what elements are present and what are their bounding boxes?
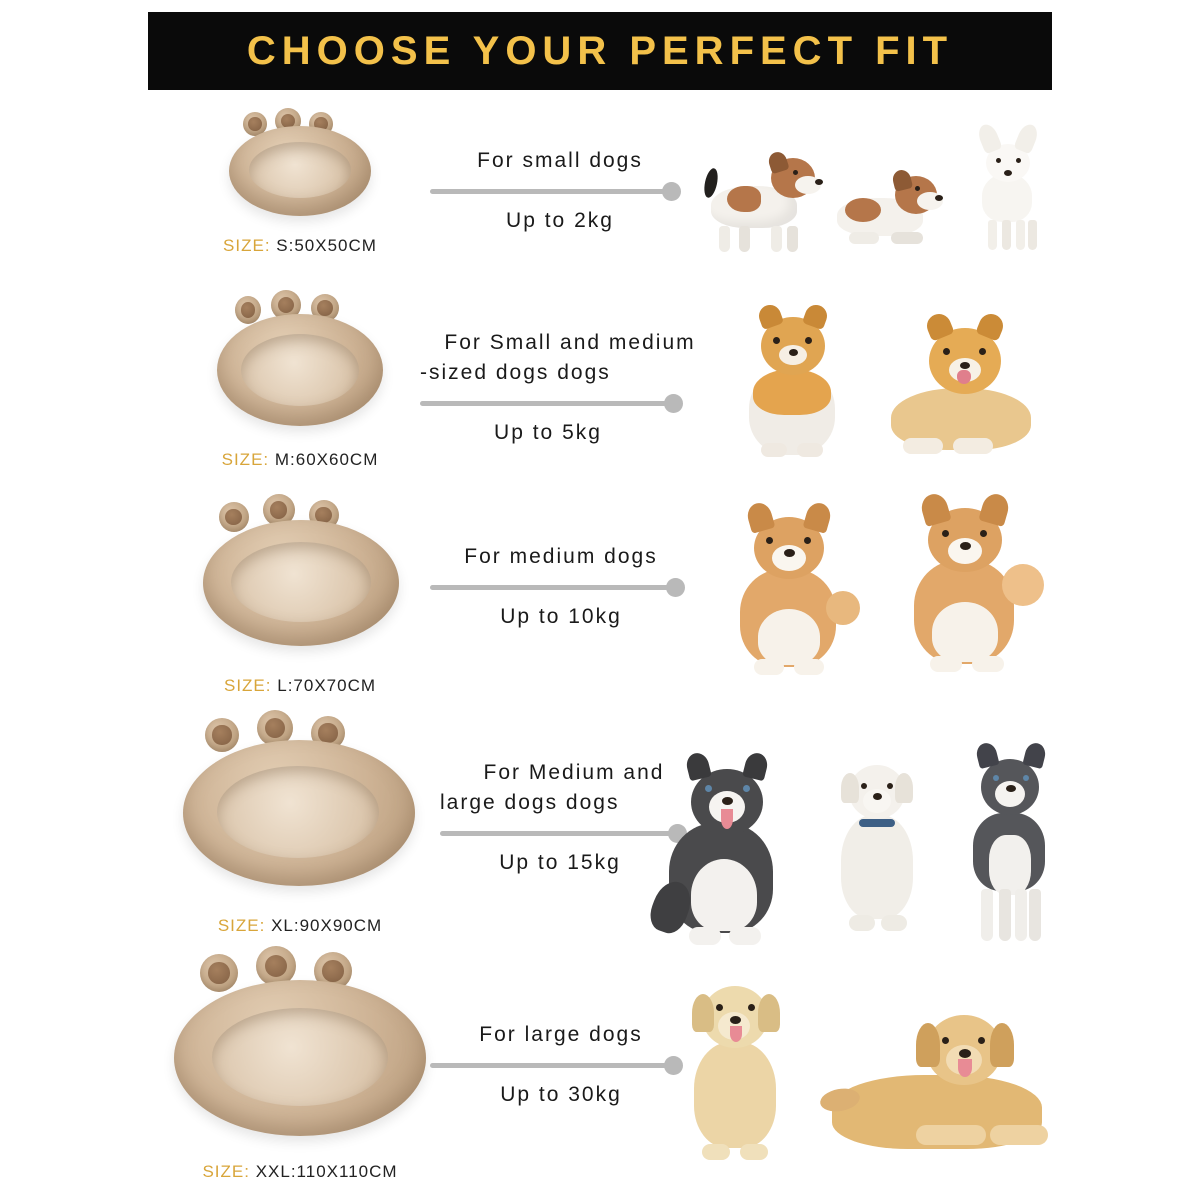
golden-retriever-sitting (815, 739, 935, 954)
size-row-s (0, 112, 1200, 292)
size-prefix: SIZE: (217, 916, 266, 935)
connector-line (430, 576, 692, 598)
size-prefix: SIZE: (223, 236, 271, 255)
info-line: For medium dogs (464, 545, 658, 568)
connector-line (430, 1054, 692, 1076)
husky-standing (949, 739, 1069, 954)
dog-photos-l (700, 494, 1060, 684)
header-banner (148, 12, 1052, 90)
size-row-m (0, 292, 1200, 492)
info-line: For Small and medium (444, 331, 696, 354)
info-weight: Up to 30kg (500, 1083, 622, 1106)
dog-bed-xxlarge (160, 950, 440, 1140)
size-prefix: SIZE: (221, 450, 270, 469)
bed-inner (231, 542, 371, 622)
size-value: L:70X70CM (277, 676, 377, 695)
connector-line (430, 180, 690, 202)
dog-bed-medium (205, 292, 395, 432)
size-label-l (150, 676, 450, 696)
size-label-xxl (140, 1162, 460, 1182)
info-line: For Medium and (483, 761, 665, 784)
dog-bed-small (215, 112, 385, 222)
info-block-s (430, 146, 690, 236)
shiba-inu-sitting (714, 499, 864, 684)
size-row-l (0, 494, 1200, 712)
info-line: large dogs dogs (440, 791, 620, 814)
info-block-m (420, 328, 720, 448)
bed-inner (212, 1008, 388, 1106)
bed-inner (241, 334, 359, 406)
size-value: S:50X50CM (276, 236, 377, 255)
pomeranian-sitting (727, 303, 857, 468)
size-prefix: SIZE: (202, 1162, 250, 1181)
bed-cell-l (150, 494, 450, 696)
connector-line (420, 392, 720, 414)
bed-inner (249, 142, 351, 198)
husky-sitting (651, 749, 801, 954)
info-line: For small dogs (477, 149, 643, 172)
bed-cell-xxl (140, 950, 460, 1182)
size-label-s (150, 236, 450, 256)
size-value: XL:90X90CM (271, 916, 383, 935)
info-block-xxl (430, 1020, 692, 1110)
golden-retriever-puppy-sitting (670, 968, 800, 1168)
bed-toe (235, 296, 261, 324)
bed-inner (217, 766, 379, 858)
info-weight: Up to 2kg (506, 209, 614, 232)
info-line: -sized dogs dogs (420, 361, 611, 384)
dog-photos-m (720, 298, 1050, 468)
info-line: For large dogs (479, 1023, 643, 1046)
size-label-xl (150, 916, 450, 936)
bed-cell-s (150, 112, 450, 256)
info-weight: Up to 5kg (494, 421, 602, 444)
dog-bed-large (193, 494, 408, 654)
dog-photos-xl (660, 734, 1060, 954)
shiba-inu-sitting-right (886, 494, 1046, 684)
size-prefix: SIZE: (223, 676, 272, 695)
golden-retriever-lying (820, 993, 1070, 1168)
size-row-xl (0, 712, 1200, 962)
info-weight: Up to 15kg (499, 851, 621, 874)
size-row-xxl (0, 950, 1200, 1200)
size-label-m (150, 450, 450, 470)
bed-toe (200, 954, 238, 992)
dog-photos-xxl (670, 958, 1070, 1168)
info-block-l (430, 542, 692, 632)
bed-toe (205, 718, 239, 752)
info-weight: Up to 10kg (500, 605, 622, 628)
dog-bed-xlarge (175, 712, 425, 892)
chihuahua-white-standing (960, 122, 1056, 252)
pomeranian-lying (883, 308, 1043, 468)
bed-cell-xl (150, 712, 450, 936)
bed-cell-m (150, 292, 450, 470)
jack-russell-puppy-lying (835, 142, 950, 252)
page-title: CHOOSE YOUR PERFECT FIT (246, 28, 954, 73)
bed-toe (219, 502, 249, 532)
dog-photos-s (700, 112, 1060, 252)
size-value: M:60X60CM (274, 450, 379, 469)
jack-russell-puppy-standing (705, 142, 825, 252)
size-value: XXL:110X110CM (255, 1162, 398, 1181)
